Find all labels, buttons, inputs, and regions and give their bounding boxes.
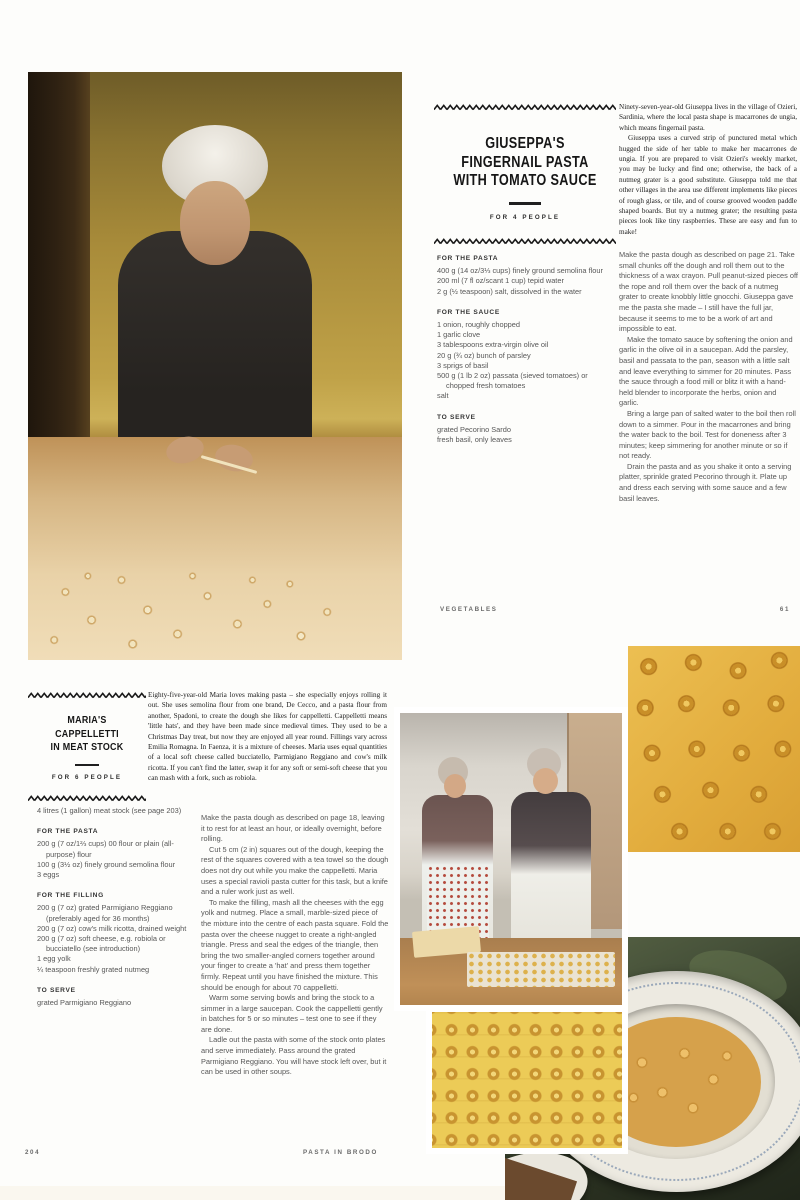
ingredient-item: 200 ml (7 fl oz/scant 1 cup) tepid water <box>437 276 564 286</box>
ingredient-section-heading: FOR THE FILLING <box>37 892 104 900</box>
method-paragraph: Cut 5 cm (2 in) squares out of the dough, keeping the rest of the squares covered with a tea towel so the dough does not dry out while you make the cappelletti. Maria uses a special ravioli pasta cutter for this task, but a knife and a ruler work just as well. <box>201 844 389 897</box>
ingredient-item: salt <box>437 391 449 401</box>
photo-cappelletti-rows <box>432 1012 622 1148</box>
serving-count: FOR 4 PEOPLE <box>489 213 561 221</box>
recipe-title-line: IN MEAT STOCK <box>50 741 124 753</box>
method-paragraph: Ladle out the pasta with some of the stock onto plates and serve immediately. Pass around the grated Parmigiano Reggiano. You will have stock left over, but it can be used in other soups. <box>201 1035 387 1077</box>
ingredient-list <box>437 425 609 445</box>
recipe-title-line: GIUSEPPA'S <box>485 135 565 152</box>
method-maria <box>201 813 389 1078</box>
method-paragraph: Make the tomato sauce by softening the onion and garlic in the olive oil in a saucepan. Add the parsley, basil and passata to the pan, season with a little salt and leave everything to simmer for 20 minutes. Pass the sauce through a food mill or blitz it with a hand-held blender to incorporate the herbs, onion and garlic. <box>619 334 793 408</box>
ingredient-list <box>437 266 609 297</box>
photo-woman-right-body <box>511 792 591 950</box>
ingredient-item: grated Pecorino Sardo <box>437 424 511 434</box>
ingredient-item: 100 g (3½ oz) finely ground semolina flour <box>37 859 176 869</box>
ingredient-item: 200 g (7 oz) cow's milk ricotta, drained weight <box>37 923 187 933</box>
ingredient-section-heading: TO SERVE <box>37 986 76 994</box>
ingredient-item: fresh basil, only leaves <box>437 435 512 445</box>
ingredient-list <box>37 806 199 816</box>
ingredient-item: 2 g (½ teaspoon) salt, dissolved in the water <box>437 286 582 296</box>
method-paragraph: To make the filling, mash all the cheeses with the egg yolk and nutmeg. Place a small, marble-sized piece of the mixture into the centre of each pasta square. Fold the pasta over the cheese nugget to create a right-angled triangle. Press and seal the edges of the triangle, then bring the two smaller-angled corners together around your finger to create a 'hat' and press them together firmly. Repeat until you have finished the mixture. This should be enough for about 70 cappelletti. <box>201 897 389 992</box>
method-paragraph: Make the pasta dough as described on page 18, leaving it to rest for at least an hour, or ideally overnight, before rolling. <box>201 813 385 844</box>
ingredient-item: 20 g (¾ oz) bunch of parsley <box>437 350 531 360</box>
ingredient-section-heading: FOR THE PASTA <box>37 828 99 836</box>
method-paragraph: Bring a large pan of salted water to the boil then roll down to a simmer. Pour in the macarrones and bring the water back to the boil. Test for doneness after 3 minutes; keep simmering for another minute or so if not ready. <box>619 408 796 461</box>
photo-woman-face <box>180 181 250 265</box>
recipe-title-block-giuseppa <box>434 104 616 245</box>
running-footer-top <box>440 606 790 613</box>
ingredient-item: grated Parmigiano Reggiano <box>37 998 132 1008</box>
photo-woman-right-face <box>533 768 558 794</box>
method-giuseppa <box>619 250 798 504</box>
photo-pasta-tray <box>467 952 616 987</box>
ingredient-list <box>37 998 199 1008</box>
running-head-section: PASTA IN BRODO <box>303 1149 378 1156</box>
ingredient-item: 3 tablespoons extra-virgin olive oil <box>437 340 549 350</box>
photo-scattered-gnocchi <box>28 460 402 660</box>
zigzag-rule-bottom <box>434 238 616 245</box>
ingredient-section-heading: TO SERVE <box>437 413 476 421</box>
recipe-title-line: WITH TOMATO SAUCE <box>453 172 597 189</box>
ingredient-item: 3 sprigs of basil <box>437 360 489 370</box>
title-divider <box>75 764 99 767</box>
ingredient-list <box>437 320 609 402</box>
ingredient-item: 1 egg yolk <box>37 954 71 964</box>
recipe-title-line: FINGERNAIL PASTA <box>461 153 589 171</box>
intro-paragraph: Ninety-seven-year-old Giuseppa lives in the village of Ozieri, Sardinia, where the local pasta shape is macarrones de ungia, which means fingernail pasta. <box>619 103 797 132</box>
ingredient-list <box>37 839 199 880</box>
ingredient-item: 200 g (7 oz/1⅔ cups) 00 flour or plain (all-purpose) flour <box>37 839 174 859</box>
ingredient-item: 200 g (7 oz) grated Parmigiano Reggiano (preferably aged for 36 months) <box>37 903 173 923</box>
ingredient-item: 3 eggs <box>37 870 60 880</box>
ingredient-item: 4 litres (1 gallon) meat stock (see page 203) <box>37 806 182 815</box>
ingredient-list <box>37 903 199 974</box>
ingredient-section-heading: FOR THE PASTA <box>437 255 499 262</box>
ingredient-section-heading: FOR THE SAUCE <box>437 308 500 316</box>
method-paragraph: Warm some serving bowls and bring the stock to a simmer in a large saucepan. Cook the cappelletti gently in batches for 5 or so minutes – test one to see if they are done. <box>201 993 383 1034</box>
intro-paragraph: Giuseppa uses a curved strip of punctured metal which hugged the side of her table to make her macarrones de ungia. If you are prepared to visit Ozieri's weekly market, you may be lucky and find one; otherwise, the back of a nutmeg grater is a good substitute. Giuseppa told me that other villages in the area use different implements like pieces of rough glass, or tile, and of course grooved wooden paddle shaped boards. But try a nutmeg grater; the resulting pasta pieces look like tiny raspberries. These are easy and fun to make! <box>619 134 797 236</box>
ingredient-item: ¼ teaspoon freshly grated nutmeg <box>37 964 150 974</box>
ingredient-item: 1 garlic clove <box>437 330 481 340</box>
ingredient-item: 400 g (14 oz/3⅓ cups) finely ground semolina flour <box>437 266 603 276</box>
recipe-title-block-maria <box>28 692 146 802</box>
zigzag-rule-top <box>28 692 146 699</box>
zigzag-rule-top <box>434 104 616 111</box>
page-number: 204 <box>25 1149 41 1156</box>
ingredients-giuseppa <box>437 254 609 445</box>
zigzag-rule-bottom <box>28 795 146 802</box>
ingredient-item: 1 onion, roughly chopped <box>437 320 521 330</box>
running-head-section: VEGETABLES <box>440 606 498 613</box>
photo-maria-cooking <box>400 713 622 1005</box>
method-paragraph: Make the pasta dough as described on page 21. Take small chunks off the dough and roll them out to the thickness of a wax crayon. Pull peanut-sized pieces off the rope and roll them over the back of a nutmeg grater to create knobbly little gnocchi. Giuseppa gave me the pasta she made – I still have the full jar, because it seems to me to be a work of art and impossible to eat. <box>619 250 798 334</box>
ingredient-item: 200 g (7 oz) soft cheese, e.g. robiola or bucciatello (see introduction) <box>37 934 166 954</box>
page-number: 61 <box>779 606 790 613</box>
photo-tortellini-pieces <box>628 646 800 852</box>
photo-tortellini-closeup <box>628 646 800 852</box>
serving-count: FOR 6 PEOPLE <box>51 774 123 781</box>
method-paragraph: Drain the pasta and as you shake it onto a serving platter, sprinkle grated Pecorino through it. Plate up and dress each serving with some sauce and a few basil leaves. <box>619 461 792 503</box>
photo-giuseppa-portrait <box>28 72 402 660</box>
recipe-title-line: MARIA'S CAPPELLETTI <box>55 714 119 740</box>
recipe-intro-giuseppa <box>619 102 797 237</box>
title-divider <box>509 202 541 205</box>
ingredient-item: 500 g (1 lb 2 oz) passata (sieved tomatoes) or chopped fresh tomatoes <box>437 371 588 391</box>
recipe-intro-maria <box>148 690 387 784</box>
intro-paragraph: Eighty-five-year-old Maria loves making pasta – she especially enjoys rolling it out. She uses semolina flour from one brand, De Cecco, and a pasta flour from another, Spadoni, to create the dough she likes for cappelletti. Cappelletti means 'little hats', and they have been made since medieval times. They used to be a Christmas Day treat, but now they are enjoyed all year round. Fillings vary across Emilia Romagna. In Faenza, it is a mixture of cheeses. Maria uses equal quantities of a local soft cheese called bucciatello, Parmigiano Reggiano and cow's milk ricotta. If you can't find the latter, swap it for any soft or semi-soft cheese that you can mash with a fork, such as robiola. <box>148 691 387 783</box>
ingredients-maria <box>37 806 199 1008</box>
